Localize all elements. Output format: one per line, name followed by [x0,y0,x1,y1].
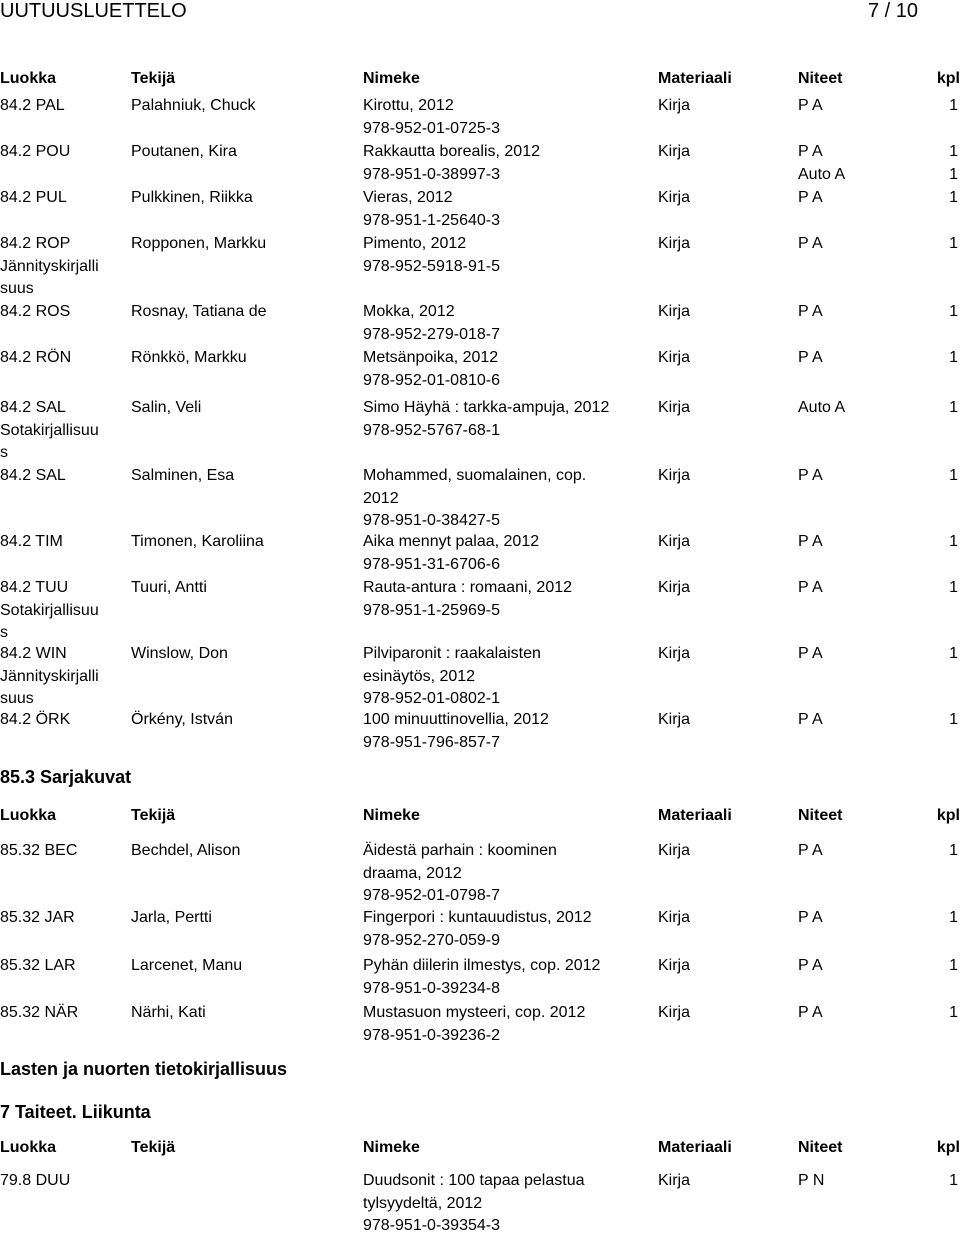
cell-nimeke: Simo Häyhä : tarkka-ampuja, 2012 [363,399,610,416]
cell-nimeke: Rauta-antura : romaani, 2012 [363,579,573,596]
cell-nimeke: Pilviparonit : raakalaisten [363,645,541,662]
header-nimeke: Nimeke [363,70,420,87]
cell-isbn: 978-951-1-25640-3 [363,211,500,229]
cell-isbn: 978-951-796-857-7 [363,733,500,751]
cell-kpl: 1 [949,189,958,206]
cell-niteet: P A [798,1004,823,1021]
header-niteet: Niteet [798,807,843,824]
header-luokka: Luokka [0,70,57,87]
cell-niteet: P A [798,189,823,206]
cell-niteet: P A [798,711,823,728]
cell-nimeke: Fingerpori : kuntauudistus, 2012 [363,909,592,926]
cell-isbn: 978-952-01-0725-3 [363,119,500,137]
cell-luokka-genre: Sotakirjallisuu [0,601,99,619]
cell-isbn: 978-951-0-39236-2 [363,1026,500,1044]
cell-kpl: 1 [949,399,958,416]
cell-kpl: 1 [949,957,958,974]
cell-nimeke: 100 minuuttinovellia, 2012 [363,711,549,728]
cell-materiaali: Kirja [658,189,691,206]
cell-nimeke: Mustasuon mysteeri, cop. 2012 [363,1004,586,1021]
cell-nimeke-cont: 2012 [363,489,399,507]
cell-nimeke-cont: tylsyydeltä, 2012 [363,1194,483,1212]
cell-kpl: 1 [949,579,958,596]
cell-materiaali: Kirja [658,467,691,484]
cell-luokka-genre: Jännityskirjalli [0,667,99,685]
header-niteet: Niteet [798,70,843,87]
cell-kpl: 1 [949,143,958,160]
header-niteet: Niteet [798,1139,843,1156]
cell-tekija: Rosnay, Tatiana de [131,303,267,320]
cell-nimeke: Metsänpoika, 2012 [363,349,499,366]
cell-isbn: 978-951-0-39354-3 [363,1217,500,1234]
cell-isbn: 978-952-01-0798-7 [363,887,500,904]
cell-nimeke: Pyhän diilerin ilmestys, cop. 2012 [363,957,601,974]
cell-kpl: 1 [949,711,958,728]
cell-tekija: Närhi, Kati [131,1004,206,1021]
cell-isbn: 978-951-0-38997-3 [363,165,500,183]
cell-isbn: 978-952-270-059-9 [363,931,500,949]
cell-niteet-2: Auto A [798,165,846,183]
cell-nimeke: Duudsonit : 100 tapaa pelastua [363,1172,585,1189]
section-heading-sarjakuvat: 85.3 Sarjakuvat [0,767,132,787]
cell-niteet: P A [798,579,823,596]
cell-materiaali: Kirja [658,1172,691,1189]
cell-niteet: P A [798,143,823,160]
section-heading-lasten-tietokirjallisuus: Lasten ja nuorten tietokirjallisuus [0,1059,288,1079]
cell-kpl: 1 [949,1004,958,1021]
cell-nimeke: Vieras, 2012 [363,189,453,206]
cell-luokka: 84.2 PAL [0,97,65,114]
cell-niteet: P A [798,842,823,859]
cell-isbn: 978-952-5767-68-1 [363,421,500,439]
cell-niteet: P A [798,533,823,550]
cell-materiaali: Kirja [658,533,691,550]
header-materiaali: Materiaali [658,807,732,824]
cell-tekija: Pulkkinen, Riikka [131,189,253,206]
header-kpl: kpl [936,70,960,87]
header-kpl: kpl [936,1139,960,1156]
cell-isbn: 978-952-279-018-7 [363,325,500,343]
header-luokka: Luokka [0,807,57,824]
cell-luokka-genre-cont: s [0,444,8,461]
cell-kpl: 1 [949,97,958,114]
cell-tekija: Timonen, Karoliina [131,533,264,550]
header-materiaali: Materiaali [658,1139,732,1156]
cell-nimeke-cont: draama, 2012 [363,864,462,882]
cell-materiaali: Kirja [658,303,691,320]
header-tekija: Tekijä [131,70,176,87]
header-nimeke: Nimeke [363,807,420,824]
cell-kpl: 1 [949,349,958,366]
cell-materiaali: Kirja [658,645,691,662]
cell-luokka: 84.2 TIM [0,533,63,550]
cell-luokka-genre-cont: suus [0,690,34,707]
cell-tekija: Tuuri, Antti [131,579,207,596]
cell-luokka-genre-cont: suus [0,280,34,297]
cell-isbn: 978-951-1-25969-5 [363,601,500,619]
cell-tekija: Palahniuk, Chuck [131,97,256,114]
cell-materiaali: Kirja [658,143,691,160]
cell-materiaali: Kirja [658,1004,691,1021]
cell-kpl: 1 [949,909,958,926]
cell-kpl: 1 [949,1172,958,1189]
cell-isbn: 978-952-01-0802-1 [363,690,500,707]
header-kpl: kpl [936,807,960,824]
cell-materiaali: Kirja [658,711,691,728]
cell-luokka-genre: Jännityskirjalli [0,257,99,275]
cell-luokka-genre-cont: s [0,624,8,641]
cell-luokka: 85.32 LAR [0,957,76,974]
cell-luokka: 84.2 ÖRK [0,711,71,728]
cell-nimeke-cont: esinäytös, 2012 [363,667,476,685]
cell-niteet: P A [798,97,823,114]
cell-kpl-2: 1 [949,165,958,183]
cell-nimeke: Mohammed, suomalainen, cop. [363,467,587,484]
cell-isbn: 978-951-0-39234-8 [363,979,500,997]
cell-tekija: Salminen, Esa [131,467,235,484]
cell-luokka: 84.2 ROS [0,303,71,320]
cell-luokka-genre: Sotakirjallisuu [0,421,99,439]
cell-luokka: 85.32 BEC [0,842,78,859]
cell-materiaali: Kirja [658,842,691,859]
cell-kpl: 1 [949,467,958,484]
cell-kpl: 1 [949,645,958,662]
cell-materiaali: Kirja [658,349,691,366]
cell-tekija: Bechdel, Alison [131,842,241,859]
cell-kpl: 1 [949,842,958,859]
cell-luokka: 84.2 WIN [0,645,67,662]
cell-isbn: 978-951-31-6706-6 [363,555,500,573]
cell-materiaali: Kirja [658,957,691,974]
cell-nimeke: Äidestä parhain : koominen [363,842,557,859]
cell-tekija: Örkény, István [131,711,233,728]
cell-nimeke: Pimento, 2012 [363,235,467,252]
cell-kpl: 1 [949,533,958,550]
cell-tekija: Winslow, Don [131,645,228,662]
cell-niteet: P A [798,645,823,662]
header-nimeke: Nimeke [363,1139,420,1156]
cell-materiaali: Kirja [658,909,691,926]
cell-nimeke: Rakkautta borealis, 2012 [363,143,540,160]
cell-niteet: Auto A [798,399,846,416]
cell-luokka: 84.2 ROP [0,235,71,252]
cell-luokka: 79.8 DUU [0,1172,71,1189]
cell-materiaali: Kirja [658,399,691,416]
cell-tekija: Rönkkö, Markku [131,349,247,366]
cell-tekija: Poutanen, Kira [131,143,237,160]
cell-materiaali: Kirja [658,97,691,114]
cell-tekija: Salin, Veli [131,399,202,416]
cell-kpl: 1 [949,303,958,320]
cell-luokka: 84.2 TUU [0,579,69,596]
cell-tekija: Ropponen, Markku [131,235,267,252]
cell-isbn: 978-951-0-38427-5 [363,512,500,529]
header-tekija: Tekijä [131,807,176,824]
cell-niteet: P A [798,349,823,366]
cell-niteet: P A [798,303,823,320]
cell-luokka: 85.32 NÄR [0,1004,79,1021]
header-luokka: Luokka [0,1139,57,1156]
cell-luokka: 84.2 SAL [0,399,66,416]
header-tekija: Tekijä [131,1139,176,1156]
page-number: 7 / 10 [867,0,918,22]
section-subheading-taiteet-liikunta: 7 Taiteet. Liikunta [0,1102,151,1122]
cell-luokka: 84.2 SAL [0,467,66,484]
cell-materiaali: Kirja [658,579,691,596]
cell-niteet: P A [798,467,823,484]
cell-nimeke: Mokka, 2012 [363,303,455,320]
cell-isbn: 978-952-01-0810-6 [363,371,500,389]
cell-luokka: 85.32 JAR [0,909,75,926]
cell-niteet: P A [798,909,823,926]
cell-materiaali: Kirja [658,235,691,252]
cell-luokka: 84.2 POU [0,143,71,160]
cell-luokka: 84.2 RÖN [0,349,72,366]
cell-luokka: 84.2 PUL [0,189,67,206]
cell-niteet: P A [798,957,823,974]
header-materiaali: Materiaali [658,70,732,87]
cell-nimeke: Kirottu, 2012 [363,97,454,114]
cell-tekija: Jarla, Pertti [131,909,212,926]
cell-tekija: Larcenet, Manu [131,957,243,974]
cell-niteet: P N [798,1172,825,1189]
cell-nimeke: Aika mennyt palaa, 2012 [363,533,540,550]
cell-isbn: 978-952-5918-91-5 [363,257,500,275]
cell-kpl: 1 [949,235,958,252]
document-title: UUTUUSLUETTELO [0,0,187,22]
cell-niteet: P A [798,235,823,252]
